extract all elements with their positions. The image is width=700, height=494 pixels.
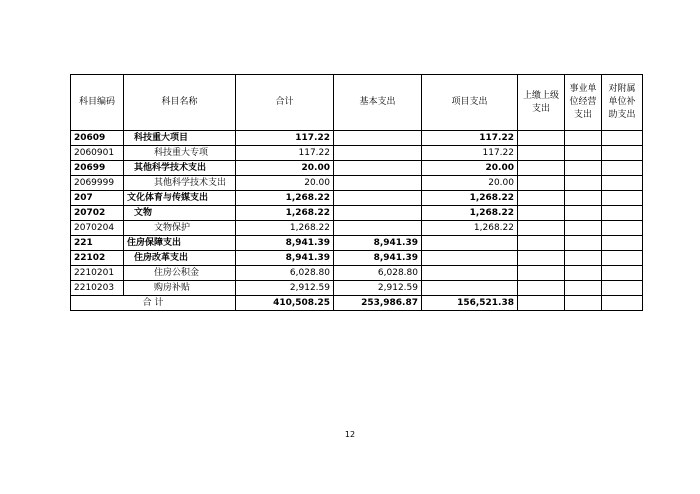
row-basic [334, 161, 422, 176]
row-total: 117.22 [236, 146, 334, 161]
row-code: 2070204 [71, 221, 124, 236]
row-total: 1,268.22 [236, 191, 334, 206]
table-row [71, 221, 643, 236]
total-subsidy [602, 296, 643, 311]
row-business [565, 221, 602, 236]
total-business [565, 296, 602, 311]
header-code: 科目编码 [71, 75, 124, 131]
row-upper [518, 131, 565, 146]
row-upper [518, 206, 565, 221]
row-upper [518, 281, 565, 296]
row-basic [334, 131, 422, 146]
row-subsidy [602, 251, 643, 266]
page-number: 12 [344, 430, 356, 439]
row-project: 20.00 [422, 176, 518, 191]
row-total: 1,268.22 [236, 221, 334, 236]
header-name: 科目名称 [124, 75, 236, 131]
row-upper [518, 266, 565, 281]
row-upper [518, 146, 565, 161]
row-total: 117.22 [236, 131, 334, 146]
row-total: 8,941.39 [236, 251, 334, 266]
row-business [565, 251, 602, 266]
header-project: 项目支出 [422, 75, 518, 131]
row-basic: 8,941.39 [334, 236, 422, 251]
row-basic [334, 206, 422, 221]
row-name: 科技重大项目 [124, 131, 236, 146]
header-subsidy: 对附属单位补助支出 [602, 75, 643, 131]
row-subsidy [602, 281, 643, 296]
row-code: 22102 [71, 251, 124, 266]
row-basic: 6,028.80 [334, 266, 422, 281]
row-project [422, 236, 518, 251]
header-business: 事业单位经营支出 [565, 75, 602, 131]
row-total: 6,028.80 [236, 266, 334, 281]
row-name: 科技重大专项 [124, 146, 236, 161]
row-project [422, 251, 518, 266]
row-business [565, 206, 602, 221]
row-project: 1,268.22 [422, 221, 518, 236]
total-label: 合 计 [71, 296, 236, 311]
row-total: 20.00 [236, 176, 334, 191]
row-project: 117.22 [422, 146, 518, 161]
row-name: 购房补贴 [124, 281, 236, 296]
row-code: 20609 [71, 131, 124, 146]
row-business [565, 131, 602, 146]
table-row [71, 206, 643, 221]
row-subsidy [602, 131, 643, 146]
row-total: 8,941.39 [236, 236, 334, 251]
table-row [71, 161, 643, 176]
row-project [422, 281, 518, 296]
row-business [565, 176, 602, 191]
row-code: 20702 [71, 206, 124, 221]
total-basic: 253,986.87 [334, 296, 422, 311]
header-upper: 上缴上级支出 [518, 75, 565, 131]
row-project [422, 266, 518, 281]
table-row [71, 266, 643, 281]
row-upper [518, 191, 565, 206]
row-name: 文化体育与传媒支出 [124, 191, 236, 206]
row-project: 1,268.22 [422, 206, 518, 221]
row-code: 2210201 [71, 266, 124, 281]
row-business [565, 146, 602, 161]
row-basic: 2,912.59 [334, 281, 422, 296]
row-code: 20699 [71, 161, 124, 176]
row-business [565, 161, 602, 176]
total-total: 410,508.25 [236, 296, 334, 311]
header-basic: 基本支出 [334, 75, 422, 131]
row-subsidy [602, 161, 643, 176]
row-project: 117.22 [422, 131, 518, 146]
row-upper [518, 161, 565, 176]
row-subsidy [602, 266, 643, 281]
row-business [565, 236, 602, 251]
header-row [71, 75, 643, 131]
row-code: 2210203 [71, 281, 124, 296]
row-basic: 8,941.39 [334, 251, 422, 266]
row-code: 2069999 [71, 176, 124, 191]
row-project: 1,268.22 [422, 191, 518, 206]
row-subsidy [602, 206, 643, 221]
row-business [565, 191, 602, 206]
row-subsidy [602, 221, 643, 236]
table-row [71, 281, 643, 296]
row-name: 住房保障支出 [124, 236, 236, 251]
budget-table [70, 74, 643, 311]
row-total: 1,268.22 [236, 206, 334, 221]
row-code: 221 [71, 236, 124, 251]
table-row [71, 146, 643, 161]
row-upper [518, 221, 565, 236]
row-name: 其他科学技术支出 [124, 161, 236, 176]
row-project: 20.00 [422, 161, 518, 176]
table-row [71, 191, 643, 206]
table-row [71, 251, 643, 266]
row-upper [518, 251, 565, 266]
table-row [71, 176, 643, 191]
row-subsidy [602, 146, 643, 161]
row-name: 其他科学技术支出 [124, 176, 236, 191]
table-row [71, 131, 643, 146]
row-name: 住房公积金 [124, 266, 236, 281]
row-name: 住房改革支出 [124, 251, 236, 266]
row-name: 文物保护 [124, 221, 236, 236]
total-upper [518, 296, 565, 311]
row-total: 2,912.59 [236, 281, 334, 296]
header-total: 合计 [236, 75, 334, 131]
row-code: 2060901 [71, 146, 124, 161]
row-subsidy [602, 176, 643, 191]
row-subsidy [602, 191, 643, 206]
table-row [71, 236, 643, 251]
row-subsidy [602, 236, 643, 251]
row-name: 文物 [124, 206, 236, 221]
row-business [565, 266, 602, 281]
row-business [565, 281, 602, 296]
row-code: 207 [71, 191, 124, 206]
total-row [71, 296, 643, 311]
row-upper [518, 236, 565, 251]
row-total: 20.00 [236, 161, 334, 176]
row-basic [334, 191, 422, 206]
total-project: 156,521.38 [422, 296, 518, 311]
row-basic [334, 176, 422, 191]
row-basic [334, 221, 422, 236]
row-basic [334, 146, 422, 161]
row-upper [518, 176, 565, 191]
